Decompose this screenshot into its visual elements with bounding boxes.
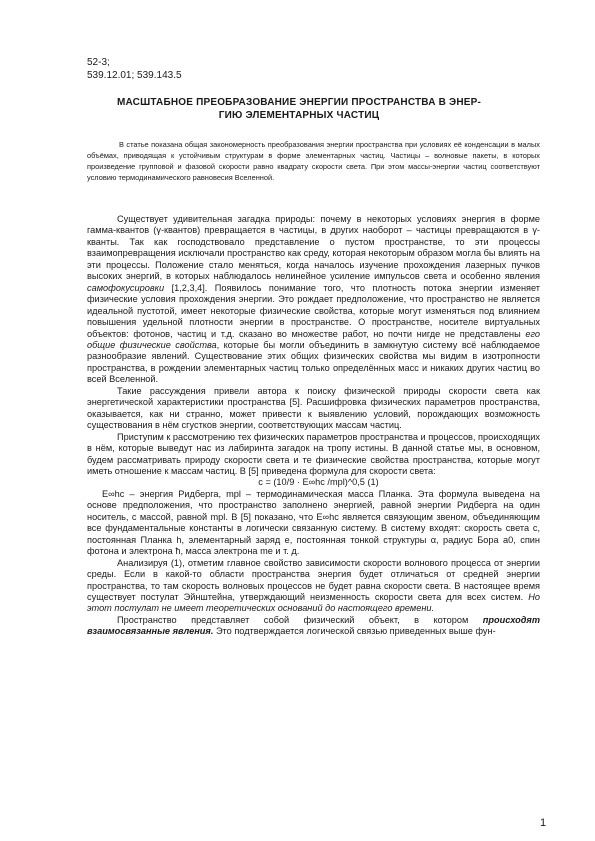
paragraph-6 — [87, 615, 540, 638]
udc-classification — [87, 56, 182, 82]
title-line-1: МАСШТАБНОЕ ПРЕОБРАЗОВАНИЕ ЭНЕРГИИ ПРОСТРАНСТВА В ЭНЕР- — [116, 97, 482, 108]
title-line-2: ГИЮ ЭЛЕМЕНТАРНЫХ ЧАСТИЦ — [218, 110, 380, 121]
article-title — [90, 96, 508, 122]
paragraph-6-text-b: Это подтверждается логической связью приведенных выше фун- — [213, 626, 496, 637]
paragraph-1-text-b: [1,2,3,4]. Появилось понимание того, что плотность потока энергии изменяет физические условия прохождения энергии. Это рождает предположение, что пространство не является идеальной пустотой, имеет некоторые физические свойства, которые могут изменяться под влиянием повышения удельной плотности энергии в пространстве. О пространстве, носителе виртуальных объектов: фотонов, частиц и т.д. сказано во множестве работ, но почти нигде не представлены — [87, 282, 540, 339]
paragraph-3: Приступим к рассмотрению тех физических параметров пространства и процессов, происходящих в нём, которые выведут нас из лабиринта загадок на тропу истины. В данной статье мы, в основном, будем рассматривать природу скорости света и те физические свойства пространства, которые могут иметь отношение к массам частиц. В [5] приведена формула для скорости света: — [87, 431, 540, 476]
udc-line-2: 539.12.01; 539.143.5 — [87, 70, 182, 81]
page-number: 1 — [540, 817, 547, 829]
paragraph-1-emphasis-b: его общие физические свойства — [87, 328, 540, 350]
udc-line-1: 52-3; — [87, 57, 110, 68]
abstract: В статье показана общая закономерность преобразования энергии пространства при условиях её конденсации в малых объёмах, приводящая к устойчивым структурам в форме элементарных частиц. Частицы – волновые пакеты, в которых произведение групповой и фазовой скорости равно квадрату скорости света. При этом массы-энергии частиц соответствуют условию термодинамического равновесия Вселенной. — [87, 140, 540, 182]
formula-1: c = (10/9 · E∞hc /mpl)^0,5 (1) — [258, 477, 379, 488]
paragraph-5 — [87, 558, 540, 615]
paragraph-6-emphasis: происходят взаимосвязанные явления. — [87, 614, 540, 637]
paragraph-1-emphasis-a: самофокусировки — [87, 282, 165, 293]
paragraph-2: Такие рассуждения привели автора к поиску физической природы скорости света как энергетической характеристики пространства [5]. Расшифровка физических параметров пространства, оказывается, как ни странно, может привести к выявлению условий, порождающих возможность существования в нём сгустков энергии, соответствующих массам частиц. — [87, 385, 540, 431]
paragraph-5-emphasis: Но этот постулат не имеет теоретических оснований до настоящего времени. — [87, 591, 540, 614]
article-body — [87, 214, 540, 638]
paragraph-4: E∞hc – энергия Ридберга, mpl – термодинамическая масса Планка. Эта формула выведена на основе предположения, что пространство заполнено энергией, равной энергии Ридберга на один носитель, с массой, равной mpl. В [5] показано, что E∞hc является связующим звеном, объединяющим все фундаментальные константы в логически связанную систему. В систему входят: скорость света c, постоянная Планка h, элементарный заряд e, постоянная тонкой структуры α, радиус Бора a0, спин фотона и электрона ħ, масса электрона me и т. д. — [87, 488, 540, 557]
paragraph-1-text-a: Существует удивительная загадка природы: почему в некоторых условиях энергия в форме гамма-квантов (γ-квантов) превращается в частицы, в других наоборот – частицы превращаются в γ-кванты. Так как господствовало представление о пустом пространстве, то эти процессы взаимопревращения исключали пространство как среду, которая некоторым образом могла бы влиять на эти процессы. Положение стало меняться, когда началось изучение прохождения лазерных пучков высоких энергий, в которых наблюдалось нелинейное усиление импульсов света и особенно явления — [87, 214, 540, 282]
paragraph-1-text-c: , которые бы могли объединить в замкнутую систему всё наблюдаемое разнообразие явлений. Существование этих общих физических свойства мы видим в изотропности пространства, в рождении элементарных частиц только определённых масс и никаких других частиц во всей Вселенной. — [87, 339, 540, 385]
paragraph-5-text: Анализируя (1), отметим главное свойство зависимости скорости волнового процесса от энергии среды. Если в какой-то области пространства энергия будет отличаться от средней энергии пространства, то там скорость волновых процессов не будет равна скорости света. В настоящее время существует постулат Эйнштейна, утверждающий неизменность скорости света для всех систем. — [87, 557, 540, 602]
paragraph-1 — [87, 214, 540, 386]
paragraph-6-text-a: Пространство представляет собой физический объект, в котором — [117, 614, 483, 625]
